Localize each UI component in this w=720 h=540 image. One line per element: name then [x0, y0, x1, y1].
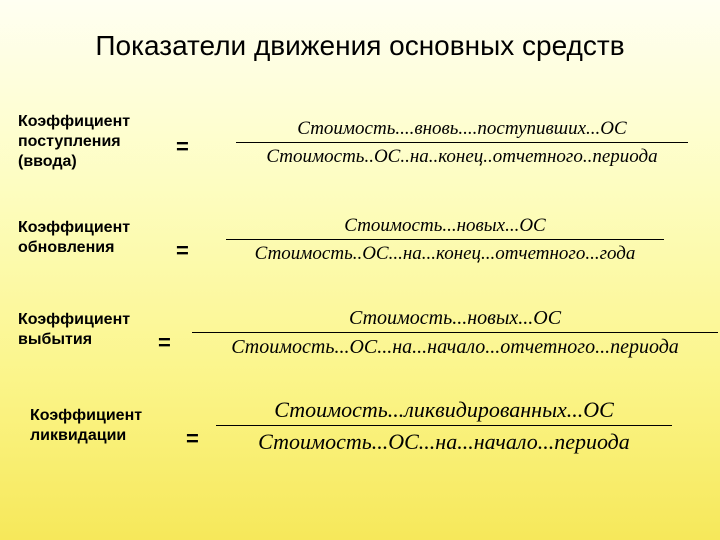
- fraction-line: [216, 425, 672, 426]
- fraction-liquidation-ratio: [216, 397, 672, 455]
- label-liquidation-ratio: Коэффициент ликвидации: [30, 407, 143, 444]
- fraction-numerator: Стоимость...ликвидированных...ОС: [274, 397, 614, 422]
- fraction-numerator: Стоимость....вновь....поступивших...ОС: [297, 118, 627, 139]
- label-disposal-ratio: Коэффициент выбытия: [18, 311, 131, 348]
- fraction-line: [236, 142, 688, 143]
- fraction-denominator: Стоимость...ОС...на...начало...отчетного...периода: [231, 336, 679, 358]
- equals-sign: =: [176, 134, 189, 159]
- equals-sign: =: [158, 330, 171, 355]
- fraction-line: [226, 239, 664, 240]
- fraction-denominator: Стоимость..ОС...на...конец...отчетного...года: [254, 243, 636, 264]
- fraction-disposal-ratio: [192, 307, 718, 359]
- fraction-line: [192, 332, 718, 333]
- fraction-denominator: Стоимость..ОС..на..конец..отчетного..периода: [266, 146, 658, 167]
- label-renewal-ratio: Коэффициент обновления: [18, 219, 131, 256]
- equals-sign: =: [186, 426, 199, 451]
- fraction-denominator: Стоимость...ОС...на...начало...периода: [258, 429, 630, 454]
- label-receipt-ratio: Коэффициент поступления (ввода): [18, 113, 131, 170]
- slide-title: Показатели движения основных средств: [95, 30, 625, 61]
- fraction-numerator: Стоимость...новых...ОС: [348, 307, 562, 329]
- equals-sign: =: [176, 238, 189, 263]
- fraction-numerator: Стоимость...новых...ОС: [344, 215, 546, 236]
- fraction-receipt-ratio: [236, 118, 688, 168]
- fraction-renewal-ratio: [226, 215, 664, 265]
